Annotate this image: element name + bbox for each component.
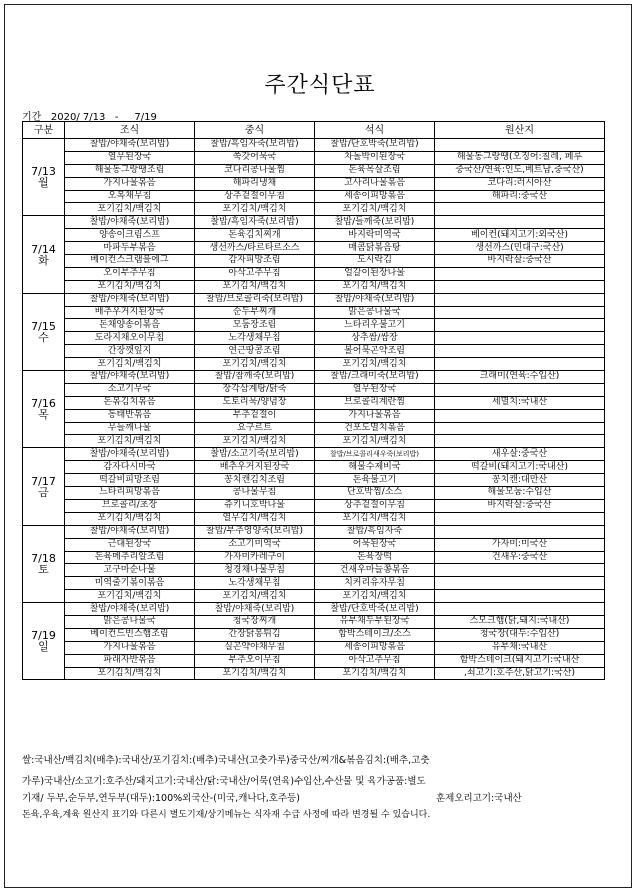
day-cell <box>23 525 65 602</box>
table-row <box>23 487 605 500</box>
period-label: 기간 <box>22 112 42 123</box>
dinner-item: 세송이피망볶음 <box>315 641 435 654</box>
day-date: 7/14 <box>31 242 56 256</box>
origin-note-1: 쌀:국내산/백김치(배추):국내산/포기김치:(배추)국내산(고춧가루)중국산/찌개&볶음김치:(배추,고춧 <box>22 755 430 766</box>
dinner-item: 돈육목살조림 <box>315 164 435 177</box>
breakfast-item: 포기김치/백김치 <box>65 435 195 448</box>
breakfast-item: 포기김치/백김치 <box>65 590 195 603</box>
table-row <box>23 139 605 152</box>
origin-note-duck: 훈제오리고기:국내산 <box>436 793 522 804</box>
lunch-item: 생선까스/타르타르소스 <box>195 242 315 255</box>
dinner-item: 유부채두부된장국 <box>315 615 435 628</box>
breakfast-item: 오복채무침 <box>65 190 195 203</box>
dinner-item: 포기김치/백김치 <box>315 667 435 680</box>
dinner-item: 차돌박이된장국 <box>315 151 435 164</box>
dinner-item: 열무된장국 <box>315 383 435 396</box>
day-date: 7/13 <box>31 165 56 179</box>
dinner-item: 포기김치/백김치 <box>315 590 435 603</box>
day-weekday: 목 <box>38 408 49 422</box>
table-row <box>23 628 605 641</box>
origin-item <box>435 345 605 358</box>
origin-item <box>435 603 605 616</box>
lunch-item: 포기김치/백김치 <box>195 280 315 293</box>
breakfast-item: 근대된장국 <box>65 538 195 551</box>
origin-item: 생선까스(민대구:국산) <box>435 242 605 255</box>
dinner-item: 찰밥/단호박죽(보리밥) <box>315 139 435 152</box>
origin-item: 해파리:중국산 <box>435 190 605 203</box>
breakfast-item: 포기김치/백김치 <box>65 203 195 216</box>
lunch-item: 아삭고추무침 <box>195 267 315 280</box>
dinner-item: 건새우마늘쫑볶음 <box>315 564 435 577</box>
dinner-item: 가지나물볶음 <box>315 409 435 422</box>
lunch-item: 해파리냉채 <box>195 177 315 190</box>
day-weekday: 금 <box>38 485 49 499</box>
day-cell <box>23 371 65 448</box>
lunch-item: 연근땅콩조림 <box>195 345 315 358</box>
breakfast-item: 떡갈비피망조림 <box>65 474 195 487</box>
day-weekday: 토 <box>38 562 49 576</box>
lunch-item: 찰밥/부추영양죽(보리밥) <box>195 525 315 538</box>
day-cell <box>23 293 65 370</box>
table-row <box>23 216 605 229</box>
origin-item <box>435 203 605 216</box>
table-row <box>23 383 605 396</box>
lunch-item: 도토리묵/양념장 <box>195 396 315 409</box>
day-date: 7/19 <box>31 629 56 643</box>
origin-item <box>435 422 605 435</box>
origin-item <box>435 409 605 422</box>
origin-item: 세멸치:국내산 <box>435 396 605 409</box>
day-cell <box>23 139 65 216</box>
origin-item <box>435 216 605 229</box>
table-row <box>23 435 605 448</box>
origin-item <box>435 577 605 590</box>
dinner-item: 함박스테이크/소스 <box>315 628 435 641</box>
lunch-item: 부추오이무침 <box>195 654 315 667</box>
table-row <box>23 474 605 487</box>
origin-item: 해물동그랑땡(오징어:칠레, 페루 <box>435 151 605 164</box>
origin-item: 유부채:국내산 <box>435 641 605 654</box>
origin-item: 새우살:중국산 <box>435 448 605 461</box>
dinner-item: 돈육장떡 <box>315 551 435 564</box>
day-date: 7/15 <box>31 319 56 333</box>
breakfast-item: 가지나물볶음 <box>65 177 195 190</box>
lunch-item: 요구르트 <box>195 422 315 435</box>
origin-item: 스모크햄(닭,돼지:국내산) <box>435 615 605 628</box>
dinner-item: 포기김치/백김치 <box>315 512 435 525</box>
lunch-item: 포기김치/백김치 <box>195 590 315 603</box>
origin-item <box>435 332 605 345</box>
breakfast-item: 고구마순나물 <box>65 564 195 577</box>
day-cell <box>23 216 65 293</box>
dinner-item: 아삭고추무침 <box>315 654 435 667</box>
origin-item: 크래미(연육:수입산) <box>435 371 605 384</box>
origin-item <box>435 525 605 538</box>
lunch-item: 열무김치/백김치 <box>195 512 315 525</box>
table-row <box>23 409 605 422</box>
breakfast-item: 돈볶김치볶음 <box>65 396 195 409</box>
lunch-item: 장각삼계탕/닭죽 <box>195 383 315 396</box>
breakfast-item: 찰밥/야채죽(보리밥) <box>65 603 195 616</box>
day-weekday: 수 <box>38 330 49 344</box>
table-row <box>23 306 605 319</box>
breakfast-item: 오이부추무침 <box>65 267 195 280</box>
lunch-item: 돈육김치찌개 <box>195 229 315 242</box>
header-dinner: 석식 <box>315 122 435 139</box>
origin-item <box>435 358 605 371</box>
day-weekday: 일 <box>38 640 49 654</box>
menu-change-note: 돈육,우육,계육 원산지 표기와 다른시 별도기재/상기메뉴는 식자재 수급 사정에 따라 변경될 수 있습니다. <box>22 810 431 820</box>
lunch-item: 찰밥/소고기죽(보리밥) <box>195 448 315 461</box>
breakfast-item: 열무된장국 <box>65 151 195 164</box>
breakfast-item: 배추우거지된장국 <box>65 306 195 319</box>
lunch-item: 찰밥/참깨죽(보리밥) <box>195 371 315 384</box>
table-row <box>23 564 605 577</box>
lunch-item: 순두부찌개 <box>195 306 315 319</box>
origin-item <box>435 139 605 152</box>
origin-item: 바지락살:중국산 <box>435 499 605 512</box>
header-category: 구분 <box>23 122 65 139</box>
day-date: 7/17 <box>31 474 56 488</box>
dinner-item: 치커리유자무침 <box>315 577 435 590</box>
breakfast-item: 소고기무국 <box>65 383 195 396</box>
dinner-item: 포기김치/백김치 <box>315 358 435 371</box>
day-cell <box>23 603 65 680</box>
dinner-item: 어묵된장국 <box>315 538 435 551</box>
table-row <box>23 512 605 525</box>
dinner-item: 포기김치/백김치 <box>315 435 435 448</box>
origin-item <box>435 590 605 603</box>
dinner-item: 얼갈이된장나물 <box>315 267 435 280</box>
menu-table <box>22 121 605 680</box>
table-row <box>23 499 605 512</box>
lunch-item: 배추우거지된장국 <box>195 461 315 474</box>
dinner-item: 찰밥/야채죽(보리밥) <box>315 293 435 306</box>
origin-item: 중국산/연육:인도,베트남,중국산) <box>435 164 605 177</box>
breakfast-item: 마파두부볶음 <box>65 242 195 255</box>
table-row <box>23 345 605 358</box>
table-row <box>23 203 605 216</box>
lunch-item: 상추겉절이무침 <box>195 190 315 203</box>
lunch-item: 실곤약야채무침 <box>195 641 315 654</box>
period-start: 2020/ 7/13 <box>50 112 106 123</box>
dinner-item: 찰밥/브로콜리새우죽(보리밥) <box>315 448 435 461</box>
table-row <box>23 538 605 551</box>
lunch-item: 노각생채무침 <box>195 577 315 590</box>
table-row <box>23 293 605 306</box>
origin-item: 건새우:중국산 <box>435 551 605 564</box>
origin-item <box>435 293 605 306</box>
dinner-item: 찰밥/흑임자죽 <box>315 525 435 538</box>
lunch-item: 노각생채무침 <box>195 332 315 345</box>
lunch-item: 찰밥/야채죽(보리밥) <box>195 603 315 616</box>
origin-item: 떡갈비(돼지고기:국내산) <box>435 461 605 474</box>
dinner-item: 맑은콩나물국 <box>315 306 435 319</box>
origin-item: 꽁치캔:대만산 <box>435 474 605 487</box>
page-title: 주간식단표 <box>264 73 376 98</box>
table-row <box>23 319 605 332</box>
lunch-item: 꽁치캔김치조림 <box>195 474 315 487</box>
menu-body <box>23 139 605 680</box>
dinner-item: 바지락미역국 <box>315 229 435 242</box>
table-row <box>23 280 605 293</box>
breakfast-item: 찰밥/야채죽(보리밥) <box>65 139 195 152</box>
origin-item <box>435 564 605 577</box>
table-row <box>23 177 605 190</box>
origin-item <box>435 435 605 448</box>
dinner-item: 고사리나물볶음 <box>315 177 435 190</box>
breakfast-item: 찰밥/야채죽(보리밥) <box>65 216 195 229</box>
origin-note-3: 기재/ 두부,순두부,연두부(대두):100%외국산-(미국,캐나다,호주등) <box>22 793 300 804</box>
breakfast-item: 양송이크림스프 <box>65 229 195 242</box>
lunch-item: 소고기미역국 <box>195 538 315 551</box>
header-origin: 원산지 <box>435 122 605 139</box>
breakfast-item: 돈육메추리알조림 <box>65 551 195 564</box>
breakfast-item: 돈채양송이볶음 <box>65 319 195 332</box>
header-lunch: 중식 <box>195 122 315 139</box>
period-separator: - <box>114 112 119 123</box>
lunch-item: 찰밥/브로콜리죽(보리밥) <box>195 293 315 306</box>
origin-item: 바지락살:중국산 <box>435 255 605 268</box>
dinner-item: 단호박찜/소스 <box>315 487 435 500</box>
origin-item: ,쇠고기:호주산,닭고기:국산) <box>435 667 605 680</box>
breakfast-item: 찰밥/야채죽(보리밥) <box>65 371 195 384</box>
breakfast-item: 베이컨스크램블에그 <box>65 255 195 268</box>
dinner-item: 상추겉절이무침 <box>315 499 435 512</box>
breakfast-item: 동태반볶음 <box>65 409 195 422</box>
table-row <box>23 164 605 177</box>
breakfast-item: 포기김치/백김치 <box>65 512 195 525</box>
day-cell <box>23 448 65 525</box>
origin-item <box>435 280 605 293</box>
lunch-item: 포기김치/백김치 <box>195 203 315 216</box>
breakfast-item: 파래자반볶음 <box>65 654 195 667</box>
dinner-item: 도시락김 <box>315 255 435 268</box>
breakfast-item: 찰밥/야채죽(보리밥) <box>65 525 195 538</box>
table-header-row <box>23 122 605 139</box>
origin-item: 베이컨(돼지고기:외국산) <box>435 229 605 242</box>
table-row <box>23 267 605 280</box>
origin-item <box>435 267 605 280</box>
dinner-item: 세송이피망볶음 <box>315 190 435 203</box>
breakfast-item: 간장깻잎지 <box>65 345 195 358</box>
dinner-item: 해물수제비국 <box>315 461 435 474</box>
day-date: 7/16 <box>31 397 56 411</box>
origin-item: 코다리:러시아산 <box>435 177 605 190</box>
origin-item: 함박스테이크(돼지고기:국내산 <box>435 654 605 667</box>
lunch-item: 쥬키니호박나물 <box>195 499 315 512</box>
breakfast-item: 포기김치/백김치 <box>65 280 195 293</box>
breakfast-item: 느타리피망볶음 <box>65 487 195 500</box>
breakfast-item: 무들깨나물 <box>65 422 195 435</box>
lunch-item: 콩나물무침 <box>195 487 315 500</box>
breakfast-item: 가지나물볶음 <box>65 641 195 654</box>
table-row <box>23 190 605 203</box>
table-row <box>23 461 605 474</box>
dinner-item: 건포도멸치볶음 <box>315 422 435 435</box>
breakfast-item: 미역줄기볶이볶음 <box>65 577 195 590</box>
table-row <box>23 396 605 409</box>
dinner-item: 브로콜리계란찜 <box>315 396 435 409</box>
table-row <box>23 255 605 268</box>
breakfast-item: 포기김치/백김치 <box>65 667 195 680</box>
table-row <box>23 603 605 616</box>
breakfast-item: 맑은콩나물국 <box>65 615 195 628</box>
dinner-item: 느타리우불고기 <box>315 319 435 332</box>
breakfast-item: 감자다시마국 <box>65 461 195 474</box>
table-row <box>23 229 605 242</box>
dinner-item: 매콤닭볶음탕 <box>315 242 435 255</box>
lunch-item: 가자미카레구이 <box>195 551 315 564</box>
day-date: 7/18 <box>31 551 56 565</box>
lunch-item: 간장닭봉튀김 <box>195 628 315 641</box>
lunch-item: 부추겉절이 <box>195 409 315 422</box>
lunch-item: 찰밥/흑임자죽(보리밥) <box>195 216 315 229</box>
breakfast-item: 찰밥/야채죽(보리밥) <box>65 293 195 306</box>
day-weekday: 월 <box>38 176 49 190</box>
table-row <box>23 551 605 564</box>
table-row <box>23 641 605 654</box>
lunch-item: 청경채나물무침 <box>195 564 315 577</box>
table-row <box>23 590 605 603</box>
day-weekday: 화 <box>38 253 49 267</box>
breakfast-item: 브로콜리/초장 <box>65 499 195 512</box>
origin-note-2: 가루)국내산/소고기:호주산/돼지고기:국내산/닭:국내산/어묵(연육)수입산,수산물 및 육가공품:별도 <box>22 776 426 787</box>
table-row <box>23 667 605 680</box>
origin-item <box>435 383 605 396</box>
table-row <box>23 615 605 628</box>
table-row <box>23 577 605 590</box>
dinner-item: 찰밥/단호박죽(보리밥) <box>315 603 435 616</box>
origin-item: 가자미:미국산 <box>435 538 605 551</box>
lunch-item: 모둠장조림 <box>195 319 315 332</box>
dinner-item: 돈육불고기 <box>315 474 435 487</box>
table-row <box>23 358 605 371</box>
lunch-item: 찰밥/흑임자죽(보리밥) <box>195 139 315 152</box>
table-row <box>23 422 605 435</box>
dinner-item: 찰밥/크래미죽(보리밥) <box>315 371 435 384</box>
breakfast-item: 찰밥/야채죽(보리밥) <box>65 448 195 461</box>
lunch-item: 감자피망조림 <box>195 255 315 268</box>
period-end: 7/19 <box>134 112 157 123</box>
lunch-item: 포기김치/백김치 <box>195 358 315 371</box>
origin-item: 청국장(대두:수입산) <box>435 628 605 641</box>
table-row <box>23 654 605 667</box>
dinner-item: 포기김치/백김치 <box>315 280 435 293</box>
lunch-item: 포기김치/백김치 <box>195 667 315 680</box>
lunch-item: 쑥갓어묵국 <box>195 151 315 164</box>
table-row <box>23 151 605 164</box>
dinner-item: 상추쌈/쌈장 <box>315 332 435 345</box>
dinner-item: 볼어묵곤약조림 <box>315 345 435 358</box>
origin-item <box>435 512 605 525</box>
table-row <box>23 448 605 461</box>
table-row <box>23 332 605 345</box>
table-row <box>23 371 605 384</box>
dinner-item: 포기김치/백김치 <box>315 203 435 216</box>
header-breakfast: 조식 <box>65 122 195 139</box>
lunch-item: 청국장찌개 <box>195 615 315 628</box>
breakfast-item: 해물동그랑땡조림 <box>65 164 195 177</box>
origin-item <box>435 306 605 319</box>
lunch-item: 포기김치/백김치 <box>195 435 315 448</box>
breakfast-item: 베이컨드빈스햄조림 <box>65 628 195 641</box>
dinner-item: 찰밥/들깨죽(보리밥) <box>315 216 435 229</box>
table-row <box>23 525 605 538</box>
breakfast-item: 도라지채오이무침 <box>65 332 195 345</box>
lunch-item: 코다리콩나물찜 <box>195 164 315 177</box>
table-row <box>23 242 605 255</box>
breakfast-item: 포기김치/백김치 <box>65 358 195 371</box>
origin-item <box>435 319 605 332</box>
origin-item: 해물모둠:수입산 <box>435 487 605 500</box>
